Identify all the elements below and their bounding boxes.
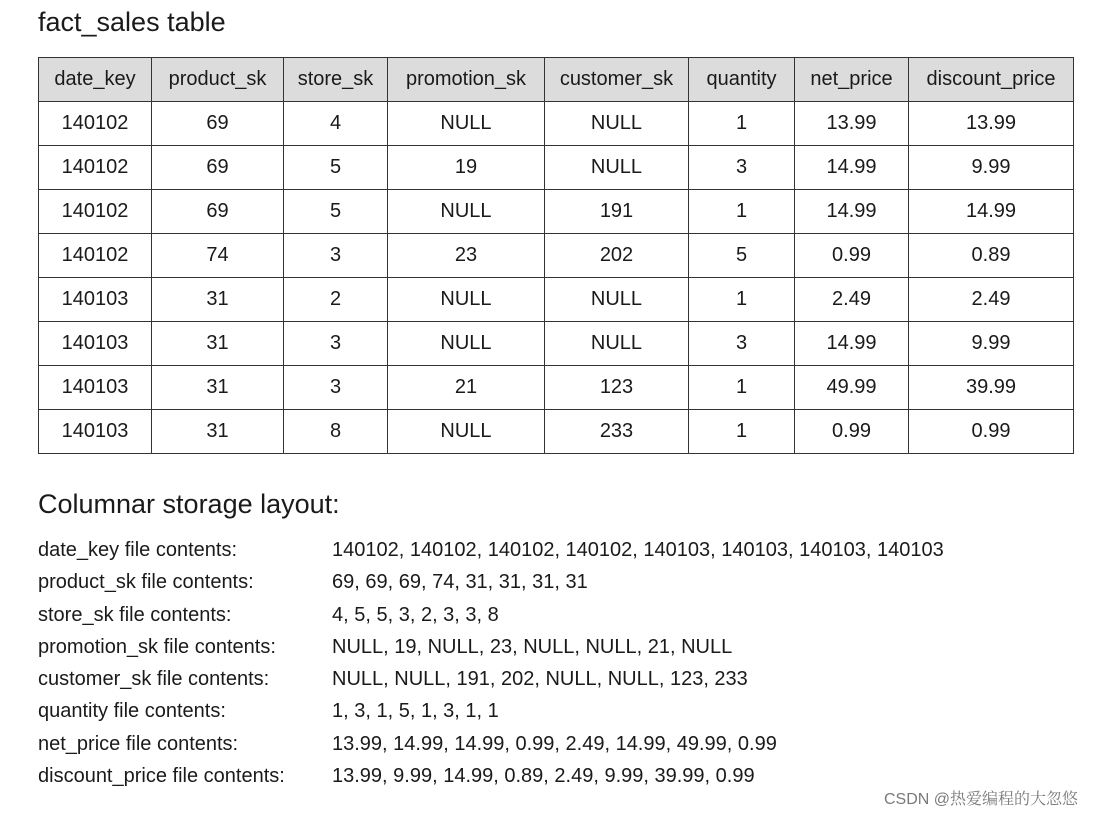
column-header: quantity <box>689 58 795 102</box>
table-cell: NULL <box>545 102 689 146</box>
table-cell: 140102 <box>39 102 152 146</box>
list-item <box>38 728 944 760</box>
list-item <box>38 695 944 727</box>
table-cell: 5 <box>284 190 388 234</box>
watermark: CSDN @热爱编程的大忽悠 <box>883 791 1078 808</box>
column-header: promotion_sk <box>388 58 545 102</box>
table-cell: 74 <box>152 234 284 278</box>
file-contents: 4, 5, 5, 3, 2, 3, 3, 8 <box>332 603 499 626</box>
table-cell: 2.49 <box>909 278 1074 322</box>
table-cell: NULL <box>388 102 545 146</box>
file-label: quantity file contents: <box>38 700 226 723</box>
column-header: product_sk <box>152 58 284 102</box>
table-cell: 14.99 <box>795 322 909 366</box>
table-row <box>39 102 1074 146</box>
table-cell: 4 <box>284 102 388 146</box>
header-row <box>39 58 1074 102</box>
column-header: net_price <box>795 58 909 102</box>
table-cell: NULL <box>388 190 545 234</box>
table-cell: 21 <box>388 366 545 410</box>
table-cell: 13.99 <box>909 102 1074 146</box>
table-cell: 2 <box>284 278 388 322</box>
table-cell: NULL <box>388 410 545 454</box>
table-cell: 2.49 <box>795 278 909 322</box>
table-title: fact_sales table <box>38 7 226 37</box>
table-cell: 14.99 <box>909 190 1074 234</box>
table-cell: 3 <box>284 322 388 366</box>
table-cell: 1 <box>689 102 795 146</box>
table-cell: 140102 <box>39 146 152 190</box>
table-cell: 123 <box>545 366 689 410</box>
file-contents: 13.99, 14.99, 14.99, 0.99, 2.49, 14.99, 49.99, 0.99 <box>332 732 777 755</box>
list-item <box>38 760 944 792</box>
table-cell: 5 <box>284 146 388 190</box>
column-header: store_sk <box>284 58 388 102</box>
table-row <box>39 322 1074 366</box>
table-cell: 1 <box>689 410 795 454</box>
table-cell: 8 <box>284 410 388 454</box>
file-contents: NULL, 19, NULL, 23, NULL, NULL, 21, NULL <box>332 635 733 658</box>
table-cell: 31 <box>152 278 284 322</box>
table-cell: 0.99 <box>909 410 1074 454</box>
column-header: discount_price <box>909 58 1074 102</box>
table-cell: 140103 <box>39 410 152 454</box>
table-cell: 140103 <box>39 278 152 322</box>
table-cell: 9.99 <box>909 146 1074 190</box>
table-cell: 31 <box>152 322 284 366</box>
file-label: discount_price file contents: <box>38 765 285 788</box>
file-contents: 1, 3, 1, 5, 1, 3, 1, 1 <box>332 700 499 723</box>
table-cell: 49.99 <box>795 366 909 410</box>
table-cell: NULL <box>545 278 689 322</box>
columnar-layout-list <box>38 534 944 792</box>
table-row <box>39 366 1074 410</box>
table-row <box>39 146 1074 190</box>
table-cell: 1 <box>689 278 795 322</box>
file-contents: 69, 69, 69, 74, 31, 31, 31, 31 <box>332 571 588 594</box>
table-cell: 39.99 <box>909 366 1074 410</box>
file-label: product_sk file contents: <box>38 571 254 594</box>
file-contents: NULL, NULL, 191, 202, NULL, NULL, 123, 233 <box>332 668 748 691</box>
table-cell: 23 <box>388 234 545 278</box>
table-cell: 191 <box>545 190 689 234</box>
file-contents: 140102, 140102, 140102, 140102, 140103, 140103, 140103, 140103 <box>332 539 944 561</box>
list-item <box>38 566 944 598</box>
table-cell: 14.99 <box>795 146 909 190</box>
table-cell: 0.99 <box>795 410 909 454</box>
table-cell: NULL <box>388 322 545 366</box>
file-label: promotion_sk file contents: <box>38 635 276 658</box>
table-cell: 5 <box>689 234 795 278</box>
table-cell: 69 <box>152 190 284 234</box>
table-cell: 31 <box>152 410 284 454</box>
table-cell: 13.99 <box>795 102 909 146</box>
table-row <box>39 410 1074 454</box>
table-cell: 140103 <box>39 366 152 410</box>
list-item <box>38 631 944 663</box>
table-cell: 202 <box>545 234 689 278</box>
table-cell: 19 <box>388 146 545 190</box>
table-cell: 0.99 <box>795 234 909 278</box>
fact-sales-table <box>38 57 1074 454</box>
table-cell: NULL <box>545 146 689 190</box>
table-cell: 233 <box>545 410 689 454</box>
table-row <box>39 234 1074 278</box>
table-cell: 140103 <box>39 322 152 366</box>
table-cell: 3 <box>284 234 388 278</box>
file-label: net_price file contents: <box>38 732 239 755</box>
file-contents: 13.99, 9.99, 14.99, 0.89, 2.49, 9.99, 39.99, 0.99 <box>332 765 755 788</box>
table-row <box>39 190 1074 234</box>
layout-title: Columnar storage layout: <box>38 489 340 519</box>
list-item <box>38 534 944 566</box>
table-cell: 9.99 <box>909 322 1074 366</box>
table-row <box>39 278 1074 322</box>
table-cell: NULL <box>388 278 545 322</box>
list-item <box>38 599 944 631</box>
table-cell: 0.89 <box>909 234 1074 278</box>
table-cell: 3 <box>284 366 388 410</box>
table-cell: 140102 <box>39 190 152 234</box>
column-header: customer_sk <box>545 58 689 102</box>
column-header: date_key <box>39 58 152 102</box>
table-cell: 69 <box>152 102 284 146</box>
table-cell: 140102 <box>39 234 152 278</box>
table-cell: 3 <box>689 322 795 366</box>
table-cell: NULL <box>545 322 689 366</box>
file-label: store_sk file contents: <box>38 603 232 626</box>
table-cell: 3 <box>689 146 795 190</box>
file-label: customer_sk file contents: <box>38 668 270 691</box>
file-label: date_key file contents: <box>38 539 238 561</box>
table-cell: 31 <box>152 366 284 410</box>
table-cell: 69 <box>152 146 284 190</box>
table-cell: 1 <box>689 366 795 410</box>
list-item <box>38 663 944 695</box>
table-cell: 14.99 <box>795 190 909 234</box>
table-cell: 1 <box>689 190 795 234</box>
